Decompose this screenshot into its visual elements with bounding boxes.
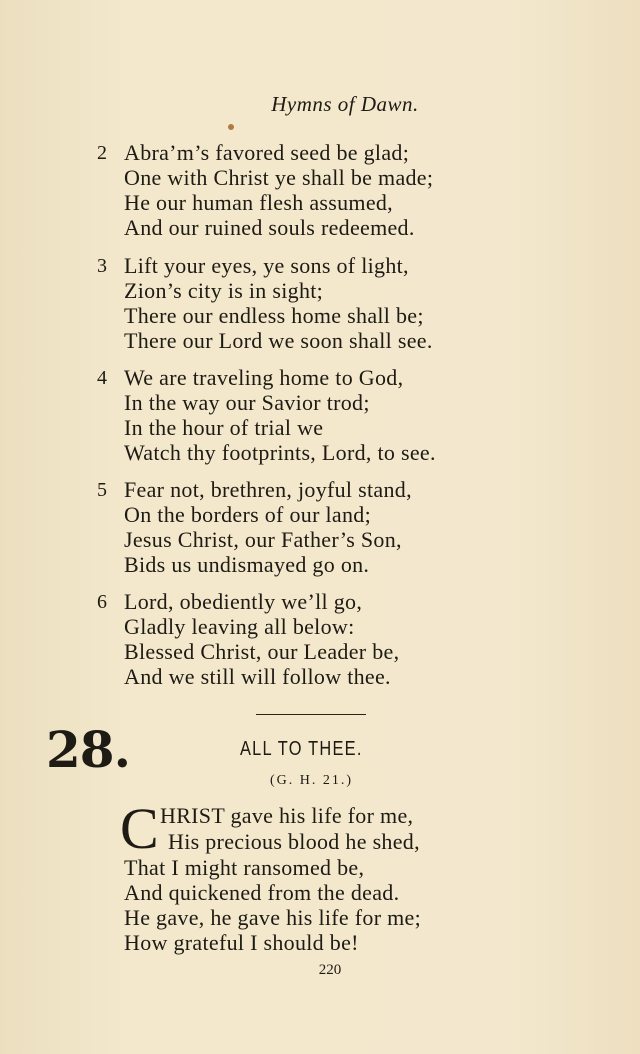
- verse-line: On the borders of our land;: [124, 502, 371, 527]
- verse-line: And quickened from the dead.: [124, 880, 400, 905]
- stanza-number: 3: [97, 255, 107, 277]
- running-head: Hymns of Dawn.: [271, 92, 419, 116]
- drop-cap: C: [120, 796, 159, 861]
- verse-line: Gladly leaving all below:: [124, 614, 355, 639]
- verse-line: HRIST gave his life for me,: [160, 803, 414, 828]
- verse-line: He our human flesh assumed,: [124, 190, 393, 215]
- verse-line: Jesus Christ, our Father’s Son,: [124, 527, 402, 552]
- hymn-number: 28.: [46, 720, 130, 779]
- verse-line: Lift your eyes, ye sons of light,: [124, 253, 409, 278]
- verse-line: Lord, obediently we’ll go,: [124, 589, 363, 614]
- ornament-dot: [228, 124, 234, 130]
- verse-line: That I might ransomed be,: [124, 855, 365, 880]
- verse-line: We are traveling home to God,: [124, 365, 404, 390]
- page-number: 220: [318, 962, 342, 978]
- stanza-number: 5: [97, 479, 107, 501]
- stanza-number: 6: [97, 591, 107, 613]
- verse-line: He gave, he gave his life for me;: [124, 905, 422, 930]
- verse-line: There our endless home shall be;: [124, 303, 424, 328]
- hymn-reference: (G. H. 21.): [270, 773, 354, 788]
- verse-line: His precious blood he shed,: [168, 829, 420, 854]
- verse-line: One with Christ ye shall be made;: [124, 165, 434, 190]
- verse-line: There our Lord we soon shall see.: [124, 328, 433, 353]
- verse-line: Watch thy footprints, Lord, to see.: [124, 440, 436, 465]
- verse-line: In the hour of trial we: [124, 415, 324, 440]
- verse-line: And we still will follow thee.: [124, 664, 391, 689]
- stanza-number: 2: [97, 142, 107, 164]
- verse-line: Bids us undismayed go on.: [124, 552, 370, 577]
- verse-line: Fear not, brethren, joyful stand,: [124, 477, 412, 502]
- stanza-number: 4: [97, 367, 107, 389]
- verse-line: In the way our Savior trod;: [124, 390, 370, 415]
- verse-line: And our ruined souls redeemed.: [124, 215, 415, 240]
- verse-line: Zion’s city is in sight;: [124, 278, 324, 303]
- section-rule: [256, 714, 366, 715]
- hymn-title: ALL TO THEE.: [240, 738, 363, 760]
- verse-line: How grateful I should be!: [124, 930, 359, 955]
- verse-line: Abra’m’s favored seed be glad;: [124, 140, 410, 165]
- verse-line: Blessed Christ, our Leader be,: [124, 639, 400, 664]
